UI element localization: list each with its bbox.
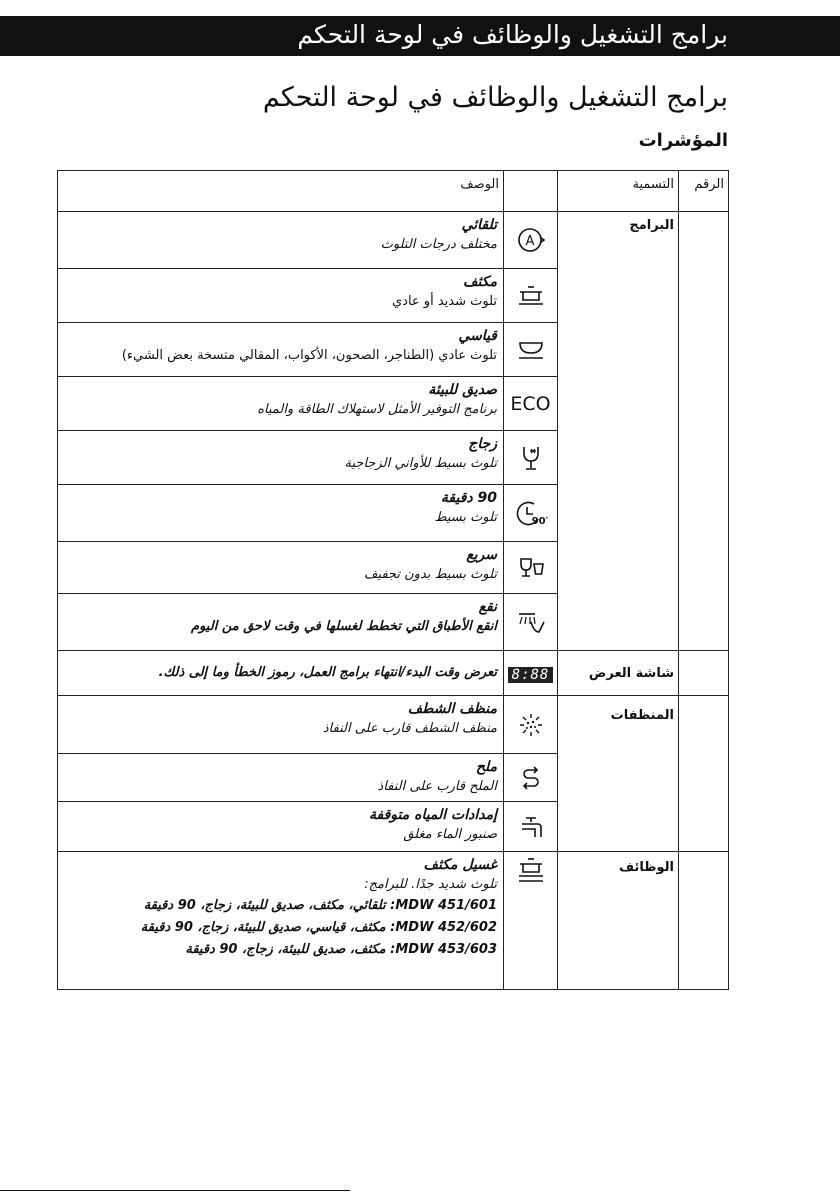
program-desc: تلوث شديد أو عادي xyxy=(391,294,497,309)
cleaner-desc: صنبور الماء مغلق xyxy=(403,827,497,842)
function-desc: تلوث شديد جدًا. للبرامج: xyxy=(364,877,497,892)
lcd-display-text: 8:88 xyxy=(508,667,554,683)
program-title: مكثف xyxy=(463,274,497,290)
table-row xyxy=(58,212,729,269)
program-cell xyxy=(58,542,504,594)
header-bar xyxy=(0,16,840,56)
function-model-line: MDW 452/602: مكثف، قياسي، صديق للبيئة، زجاج، 90 دقيقة xyxy=(140,920,497,935)
table-row xyxy=(58,651,729,696)
functions-number-cell xyxy=(679,852,729,990)
svg-text:A: A xyxy=(525,234,534,249)
col-header-number: الرقم xyxy=(679,171,729,212)
functions-cell xyxy=(58,852,504,990)
cleaner-title: إمدادات المياه متوقفة xyxy=(369,807,497,823)
salt-icon xyxy=(504,754,558,802)
glass-icon xyxy=(504,431,558,485)
section-title: المؤشرات xyxy=(638,130,728,151)
functions-label: الوظائف xyxy=(558,852,679,990)
col-header-desc: الوصف xyxy=(58,171,504,212)
programs-number-cell xyxy=(679,212,729,651)
program-title: سريع xyxy=(466,547,497,563)
glass-cup-icon xyxy=(504,542,558,594)
lcd-display-icon xyxy=(504,651,558,696)
eco-icon-text: ECO xyxy=(510,392,551,415)
table-header-row xyxy=(58,171,729,212)
display-desc: تعرض وقت البدء/انتهاء برامج العمل، رموز الخطأ وما إلى ذلك. xyxy=(158,664,497,680)
function-model-line: MDW 451/601: تلقائي، مكثف، صديق للبيئة، زجاج، 90 دقيقة xyxy=(143,898,497,913)
cleaner-desc: منظف الشطف قارب على النفاذ xyxy=(322,721,497,736)
soak-icon xyxy=(504,594,558,651)
page-title: برامج التشغيل والوظائف في لوحة التحكم xyxy=(262,82,728,113)
cleaner-cell xyxy=(58,696,504,754)
program-title: تلقائي xyxy=(461,217,497,233)
eco-icon xyxy=(504,377,558,431)
program-title: صديق للبيئة xyxy=(428,382,497,398)
program-title: زجاج xyxy=(468,436,497,452)
pot-icon xyxy=(504,269,558,323)
cleaners-number-cell xyxy=(679,696,729,852)
table-row xyxy=(58,852,729,990)
program-desc: تلوث بسيط xyxy=(434,510,497,525)
clock-90-icon xyxy=(504,485,558,542)
tap-icon xyxy=(504,802,558,852)
program-desc: مختلف درجات التلوث xyxy=(380,237,497,252)
program-cell xyxy=(58,269,504,323)
program-cell xyxy=(58,485,504,542)
footer-rule xyxy=(0,1190,350,1191)
program-desc: برنامج التوفير الأمثل لاستهلاك الطاقة والمياه xyxy=(257,402,497,417)
cleaner-title: ملح xyxy=(475,759,497,775)
program-desc: انقع الأطباق التي تخطط لغسلها في وقت لاحق من اليوم xyxy=(191,619,497,634)
programs-label: البرامج xyxy=(558,212,679,651)
program-title: نقع xyxy=(478,599,497,615)
header-bar-title: برامج التشغيل والوظائف في لوحة التحكم xyxy=(297,20,728,49)
program-cell xyxy=(58,431,504,485)
col-header-icon xyxy=(504,171,558,212)
display-desc-cell xyxy=(58,651,504,696)
program-title: قياسي xyxy=(458,328,497,344)
display-number-cell xyxy=(679,651,729,696)
display-label: شاشة العرض xyxy=(558,651,679,696)
clock-90-text: 90′ xyxy=(531,516,548,527)
auto-icon xyxy=(504,212,558,269)
cleaners-label: المنظفات xyxy=(558,696,679,852)
bowl-icon xyxy=(504,323,558,377)
col-header-name: التسمية xyxy=(558,171,679,212)
program-cell xyxy=(58,594,504,651)
cleaner-cell xyxy=(58,754,504,802)
cleaner-cell xyxy=(58,802,504,852)
indicators-table xyxy=(57,170,729,990)
program-cell xyxy=(58,212,504,269)
cleaner-title: منظف الشطف xyxy=(407,701,497,717)
program-desc: تلوث عادي (الطناجر، الصحون، الأكواب، المقالي متسخة بعض الشيء) xyxy=(121,348,497,363)
rinse-aid-icon xyxy=(504,696,558,754)
intensive-wash-icon xyxy=(504,852,558,990)
program-title: 90 دقيقة xyxy=(440,490,497,506)
function-model-line: MDW 453/603: مكثف، صديق للبيئة، زجاج، 90 دقيقة xyxy=(185,942,497,957)
program-cell xyxy=(58,377,504,431)
cleaner-desc: الملح قارب على النفاذ xyxy=(377,779,497,794)
program-cell xyxy=(58,323,504,377)
table-row xyxy=(58,696,729,754)
function-title: غسيل مكثف xyxy=(423,857,497,873)
program-desc: تلوث بسيط للأواني الزجاجية xyxy=(344,456,497,471)
program-desc: تلوث بسيط بدون تجفيف xyxy=(364,567,497,582)
